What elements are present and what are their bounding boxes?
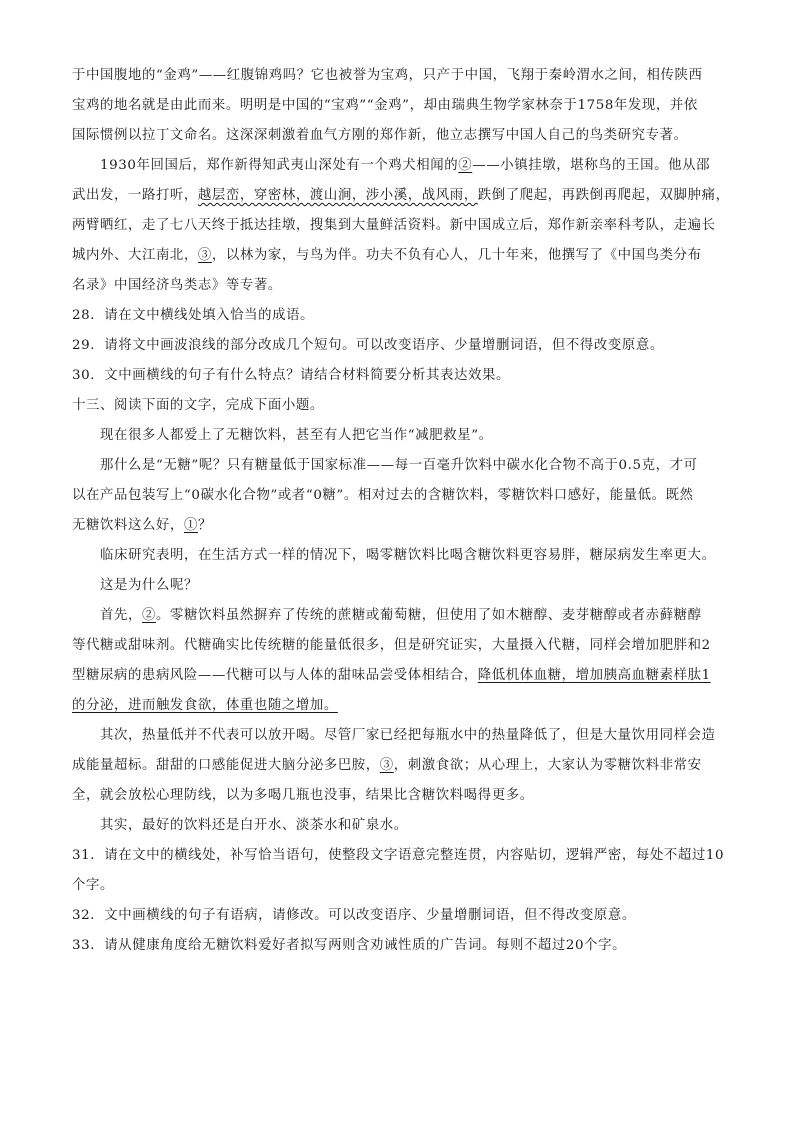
question-29: 29．请将文中画波浪线的部分改成几个短句。可以改变语序、少量增删词语，但不得改变原意。 — [72, 338, 664, 353]
blank-3: ③ — [197, 248, 212, 263]
question-30: 30．文中画横线的句子有什么特点？请结合材料简要分析其表达效果。 — [72, 368, 510, 383]
question-28: 28．请在文中横线处填入恰当的成语。 — [72, 308, 315, 323]
passage-line: 以在产品包装写上“0碳水化合物”或者“0糖”。相对过去的含糖饮料，零糖饮料口感好，能量低。既然 — [72, 488, 694, 503]
section-heading: 十三、阅读下面的文字，完成下面小题。 — [72, 398, 324, 413]
passage-line: 那什么是“无糖”呢？只有糖量低于国家标准——每一百毫升饮料中碳水化合物不高于0.5克，才可 — [100, 458, 698, 473]
passage-line — [72, 696, 338, 716]
blank-1: ① — [183, 518, 198, 533]
question-33: 33．请从健康角度给无糖饮料爱好者拟写两则含劝诫性质的广告词。每则不超过20个字。 — [72, 938, 627, 953]
question-31-cont: 个字。 — [72, 878, 114, 893]
blank-3: ③ — [379, 758, 394, 773]
passage-line: 武出发，一路打听，越层峦，穿密林，渡山涧，涉小溪，战风雨，跌倒了爬起，再跌倒再爬起，双脚肿痛， — [72, 188, 730, 203]
passage-line: 其次，热量低并不代表可以放开喝。尽管厂家已经把每瓶水中的热量降低了，但是大量饮用同样会造 — [100, 728, 716, 743]
underlined-sentence: 的分泌，进而触发食欲，体重也随之增加。 — [72, 698, 338, 713]
passage-line: 这是为什么呢？ — [100, 578, 198, 593]
blank-2: ② — [458, 158, 473, 173]
passage-line: 临床研究表明，在生活方式一样的情况下，喝零糖饮料比喝含糖饮料更容易胖，糖尿病发生率更大。 — [100, 548, 716, 563]
passage-line: 两臂晒红，走了七八天终于抵达挂墩，搜集到大量鲜活资料。新中国成立后，郑作新亲率科考队，走遍长 — [72, 218, 716, 233]
passage-line: 宝鸡的地名就是由此而来。明明是中国的“宝鸡”“金鸡”，却由瑞典生物学家林奈于1758年发现，并依 — [72, 98, 698, 113]
passage-line: 城内外、大江南北，③，以林为家，与鸟为伴。功夫不负有心人，几十年来，他撰写了《中国鸟类分布 — [72, 248, 702, 263]
passage-line: 1930年回国后，郑作新得知武夷山深处有一个鸡犬相闻的②——小镇挂墩，堪称鸟的王国。他从邵 — [100, 158, 711, 173]
passage-line: 全，就会放松心理防线，以为多喝几瓶也没事，结果比含糖饮料喝得更多。 — [72, 788, 534, 803]
passage-line: 其实，最好的饮料还是白开水、淡茶水和矿泉水。 — [100, 818, 408, 833]
wavy-underlined-phrase: 越层峦，穿密林，渡山涧，涉小溪，战风雨， — [197, 188, 478, 203]
passage-line: 首先，②。零糖饮料虽然摒弃了传统的蔗糖或葡萄糖，但使用了如木糖醇、麦芽糖醇或者赤藓糖醇 — [100, 608, 702, 623]
question-32: 32．文中画横线的句子有语病，请修改。可以改变语序、少量增删词语，但不得改变原意。 — [72, 908, 636, 923]
passage-line: 等代糖或甜味剂。代糖确实比传统糖的能量低很多，但是研究证实，大量摄入代糖，同样会增加肥胖和2 — [72, 638, 711, 653]
question-31: 31．请在文中的横线处，补写恰当语句，使整段文字语意完整连贯，内容贴切，逻辑严密，每处不超过10 — [72, 848, 725, 863]
underlined-sentence: 降低机体血糖，增加胰高血糖素样肽1 — [477, 668, 711, 683]
passage-line: 现在很多人都爱上了无糖饮料，甚至有人把它当作“减肥救星”。 — [100, 428, 493, 443]
passage-line: 无糖饮料这么好，①？ — [72, 518, 212, 533]
blank-2: ② — [141, 608, 156, 623]
passage-line: 国际惯例以拉丁文命名。这深深刺激着血气方刚的郑作新，他立志撰写中国人自己的鸟类研究专著。 — [72, 128, 688, 143]
passage-line: 于中国腹地的“金鸡”——红腹锦鸡吗？它也被誉为宝鸡，只产于中国，飞翔于秦岭渭水之间，相传陕西 — [72, 68, 703, 83]
passage-line: 成能量超标。甜甜的口感能促进大脑分泌多巴胺，③，刺激食欲；从心理上，大家认为零糖饮料非常安 — [72, 758, 702, 773]
passage-line: 名录》中国经济鸟类志》等专著。 — [72, 278, 282, 293]
passage-line: 型糖尿病的患病风险——代糖可以与人体的甜味品尝受体相结合，降低机体血糖，增加胰高血糖素样肽1 — [72, 668, 711, 683]
